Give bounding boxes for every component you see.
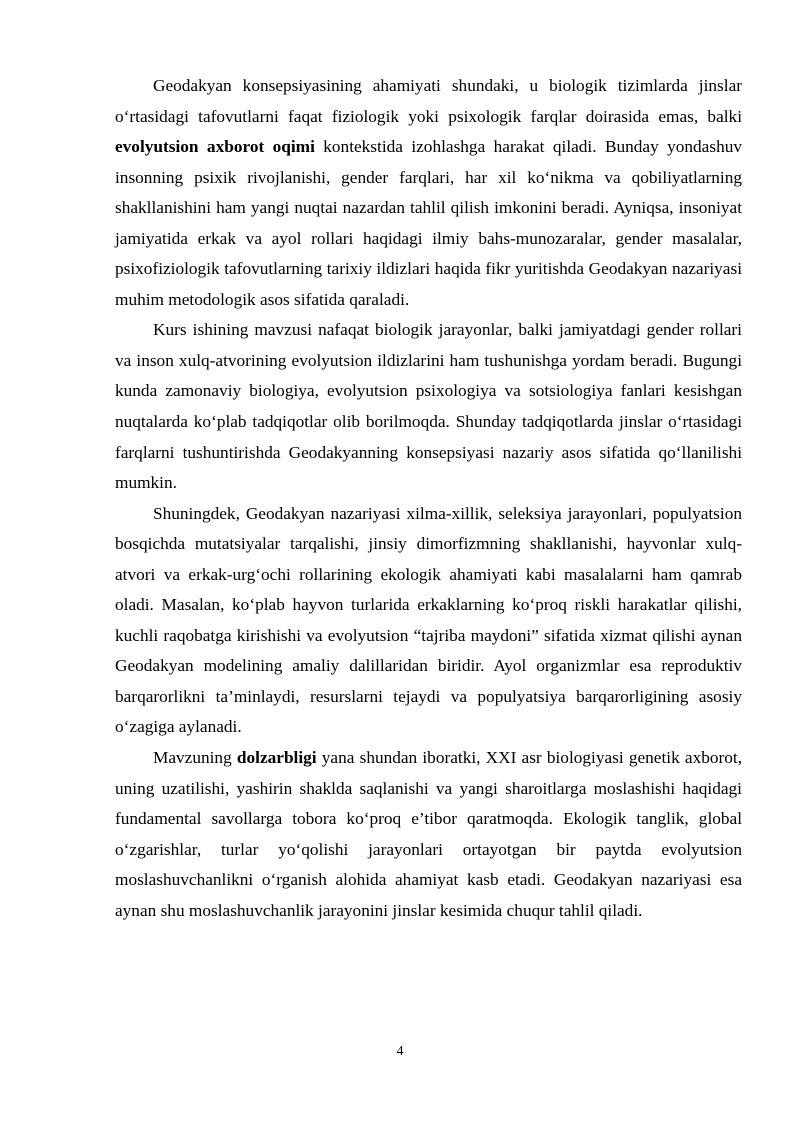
paragraph-relevance <box>115 743 742 926</box>
paragraph-4-text-before: Mavzuning <box>153 748 237 768</box>
bold-term-relevance: dolzarbligi <box>236 748 317 768</box>
bold-term-evolutionary-information-flow: evolyutsion axborot oqimi <box>115 137 315 157</box>
paragraph-1-text-after: kontekstida izohlashga harakat qiladi. Bunday yondashuv insonning psixik rivojlanishi, gender farqlari, har xil ko‘nikma va qobiliyatlarning shakllanishini ham yangi nuqtai nazardan tahlil qilish imkonini beradi. Ayniqsa, insoniyat jamiyatida erkak va ayol rollari haqidagi ilmiy bahs-munozaralar, gender masalalar, psixofiziologik tafovutlarning tarixiy ildizlari haqida fikr yuritishda Geodakyan nazariyasi muhim metodologik asos sifatida qaraladi. <box>115 137 742 309</box>
paragraph-concept-significance <box>115 71 742 315</box>
paragraph-course-topic: Kurs ishining mavzusi nafaqat biologik jarayonlar, balki jamiyatdagi gender rollari va inson xulq-atvorining evolyutsion ildizlarini ham tushunishga yordam beradi. Bugungi kunda zamonaviy biologiya, evolyutsion psixologiya va sotsiologiya fanlari kesishgan nuqtalarda ko‘plab tadqiqotlar olib borilmoqda. Shunday tadqiqotlarda jinslar o‘rtasidagi farqlarni tushuntirishda Geodakyanning konsepsiyasi nazariy asos sifatida qo‘llanilishi mumkin. <box>115 320 742 493</box>
page-number: 4 <box>396 1044 404 1059</box>
document-page <box>115 71 742 926</box>
paragraph-4-text-after: yana shundan iboratki, XXI asr biologiyasi genetik axborot, uning uzatilishi, yashirin shaklda saqlanishi va yangi sharoitlarga moslashishi haqidagi fundamental savollarga tobora ko‘proq e’tibor qaratmoqda. Ekologik tanglik, global o‘zgarishlar, turlar yo‘qolishi jarayonlari ortayotgan bir paytda evolyutsion moslashuvchanlikni o‘rganish alohida ahamiyat kasb etadi. Geodakyan nazariyasi esa aynan shu moslashuvchanlik jarayonini jinslar kesimida chuqur tahlil qiladi. <box>115 748 743 920</box>
paragraph-theory-scope: Shuningdek, Geodakyan nazariyasi xilma-xillik, seleksiya jarayonlari, populyatsion bosqichda mutatsiyalar tarqalishi, jinsiy dimorfizmning shakllanishi, hayvonlar xulq-atvori va erkak-urg‘ochi rollarining ekologik ahamiyati kabi masalalarni ham qamrab oladi. Masalan, ko‘plab hayvon turlarida erkaklarning ko‘proq riskli harakatlar qilishi, kuchli raqobatga kirishishi va evolyutsion “tajriba maydoni” sifatida xizmat qilishi aynan Geodakyan modelining amaliy dalillaridan biridir. Ayol organizmlar esa reproduktiv barqarorlikni ta’minlaydi, resurslarni tejaydi va populyatsiya barqarorligining asosiy o‘zagiga aylanadi. <box>115 503 742 737</box>
paragraph-1-text-before: Geodakyan konsepsiyasining ahamiyati shundaki, u biologik tizimlarda jinslar o‘rtasidagi tafovutlarni faqat fiziologik yoki psixologik farqlar doirasida emas, balki <box>115 76 742 126</box>
